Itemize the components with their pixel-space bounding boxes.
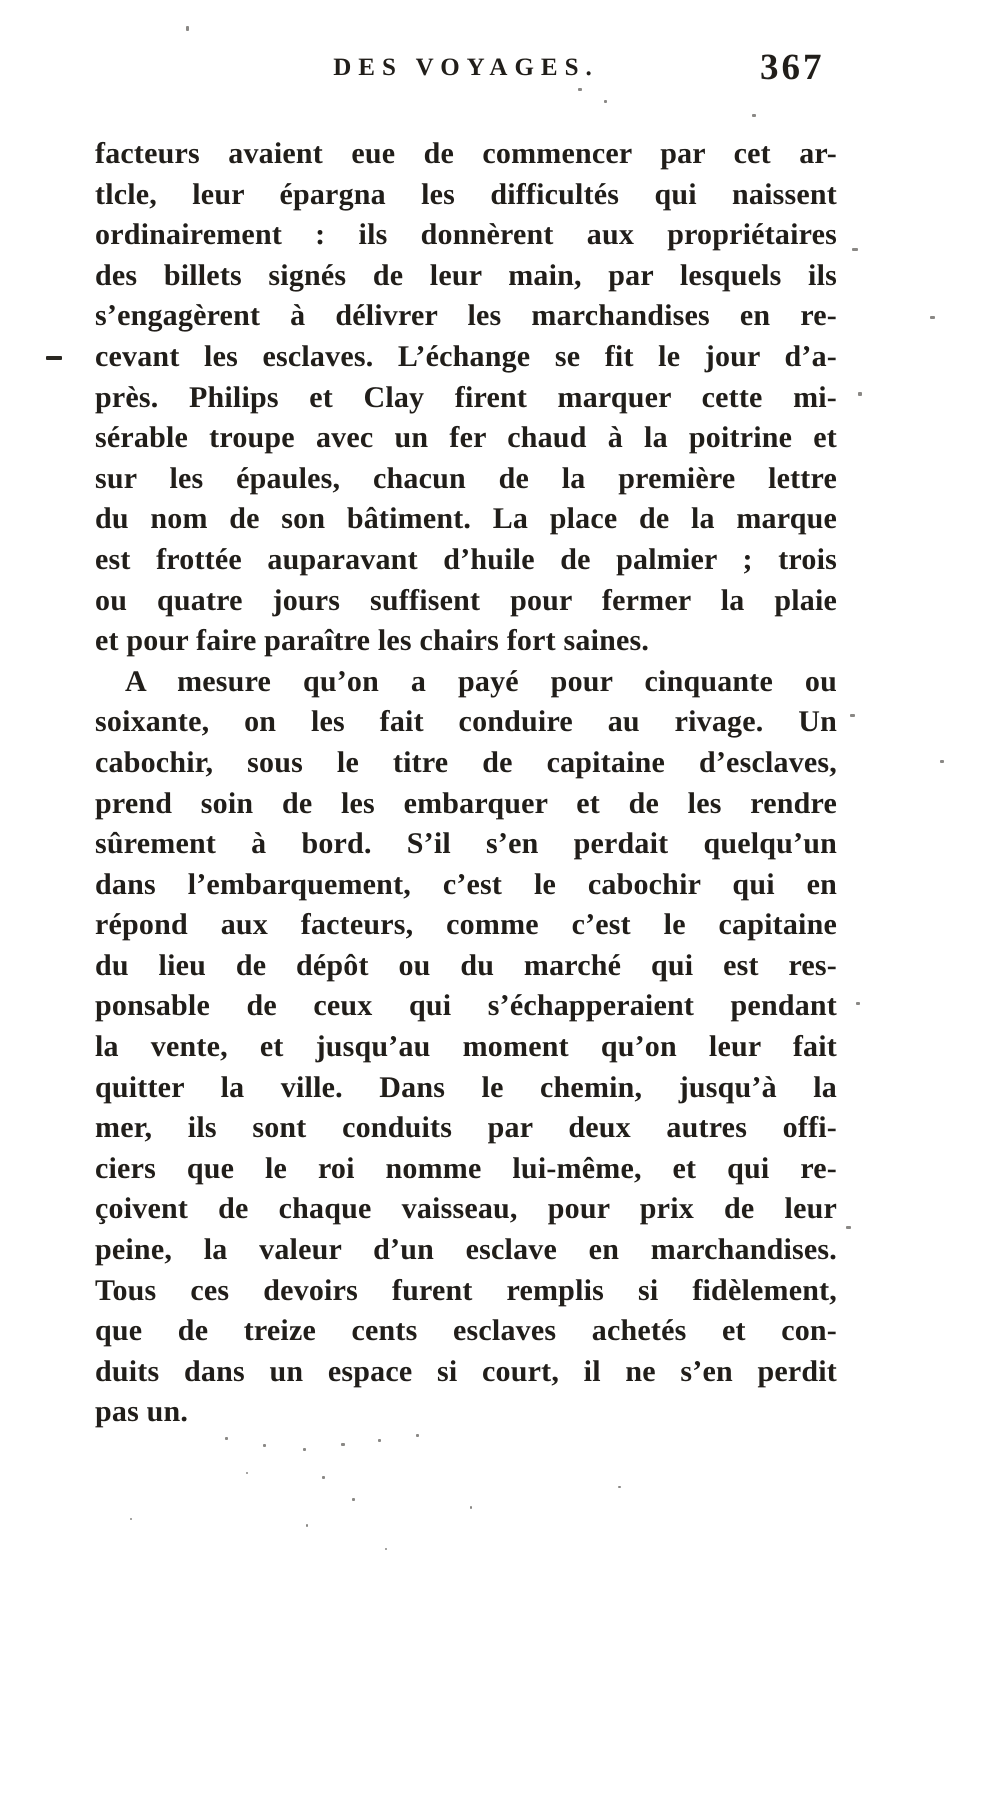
noise-speck [322, 1476, 325, 1479]
noise-speck [378, 1439, 381, 1442]
noise-speck [263, 1444, 266, 1447]
noise-speck [341, 1443, 345, 1446]
noise-speck [940, 760, 944, 763]
text-line: que de treize cents esclaves achetés et con- [95, 1314, 837, 1348]
text-line: çoivent de chaque vaisseau, pour prix de leur [95, 1192, 837, 1226]
text-line: cevant les esclaves. L’échange se fit le jour d’a- [95, 339, 837, 373]
text-line: sûrement à bord. S’il s’en perdait quelqu’un [95, 827, 837, 861]
noise-speck [470, 1506, 472, 1509]
text-line: tlcle, leur épargna les difficultés qui naissent [95, 177, 837, 211]
text-line: soixante, on les fait conduire au rivage. Un [95, 705, 837, 739]
noise-speck [752, 114, 756, 117]
noise-speck [186, 26, 189, 31]
text-line: et pour faire paraître les chairs fort saines. [95, 624, 650, 658]
text-line: ciers que le roi nomme lui-même, et qui re- [95, 1151, 837, 1185]
text-line: dans l’embarquement, c’est le cabochir qui en [95, 867, 837, 901]
text-line: sur les épaules, chacun de la première lettre [95, 461, 837, 495]
text-line: A mesure qu’on a payé pour cinquante ou [125, 664, 837, 698]
text-line: la vente, et jusqu’au moment qu’on leur fait [95, 1030, 837, 1064]
text-line: du nom de son bâtiment. La place de la marque [95, 502, 837, 536]
paragraph [95, 662, 837, 1433]
noise-speck [352, 1498, 355, 1501]
text-line: du lieu de dépôt ou du marché qui est res- [95, 948, 837, 982]
running-title: DES VOYAGES. [333, 54, 599, 81]
text-line: sérable troupe avec un fer chaud à la poitrine et [95, 421, 837, 455]
text-line: duits dans un espace si court, il ne s’en perdit [95, 1354, 837, 1388]
margin-dash-artifact [46, 356, 62, 360]
page-number: 367 [760, 47, 825, 88]
noise-speck [416, 1434, 419, 1437]
running-head [95, 54, 837, 82]
noise-speck [578, 88, 582, 91]
text-line: ordinairement : ils donnèrent aux propriétaires [95, 218, 837, 252]
page-body [95, 134, 837, 1433]
noise-speck [618, 1486, 621, 1488]
noise-speck [306, 1524, 308, 1527]
text-line: mer, ils sont conduits par deux autres offi- [95, 1111, 837, 1145]
text-line: près. Philips et Clay firent marquer cette mi- [95, 380, 837, 414]
text-line: répond aux facteurs, comme c’est le capitaine [95, 908, 837, 942]
text-line: quitter la ville. Dans le chemin, jusqu’à la [95, 1070, 837, 1104]
noise-speck [852, 248, 858, 251]
paragraph [95, 134, 837, 662]
noise-speck [130, 1518, 132, 1520]
noise-speck [246, 1472, 248, 1474]
text-line: cabochir, sous le titre de capitaine d’esclaves, [95, 745, 837, 779]
noise-speck [225, 1437, 228, 1440]
noise-speck [846, 1226, 851, 1229]
noise-speck [850, 714, 855, 717]
noise-speck [604, 100, 607, 103]
text-line: ou quatre jours suffisent pour fermer la plaie [95, 583, 837, 617]
noise-speck [385, 1548, 387, 1550]
text-line: Tous ces devoirs furent remplis si fidèlement, [95, 1273, 837, 1307]
text-line: peine, la valeur d’un esclave en marchandises. [95, 1233, 837, 1267]
noise-speck [856, 1002, 860, 1005]
text-line: s’engagèrent à délivrer les marchandises en re- [95, 299, 837, 333]
text-line: est frottée auparavant d’huile de palmier ; trois [95, 542, 837, 576]
noise-speck [303, 1448, 306, 1451]
text-line: ponsable de ceux qui s’échapperaient pendant [95, 989, 837, 1023]
text-line: facteurs avaient eue de commencer par cet ar- [95, 137, 837, 170]
noise-speck [930, 316, 935, 319]
text-line: des billets signés de leur main, par lesquels ils [95, 258, 837, 292]
text-line: prend soin de les embarquer et de les rendre [95, 786, 837, 820]
noise-speck [858, 392, 862, 396]
text-line: pas un. [95, 1395, 189, 1429]
